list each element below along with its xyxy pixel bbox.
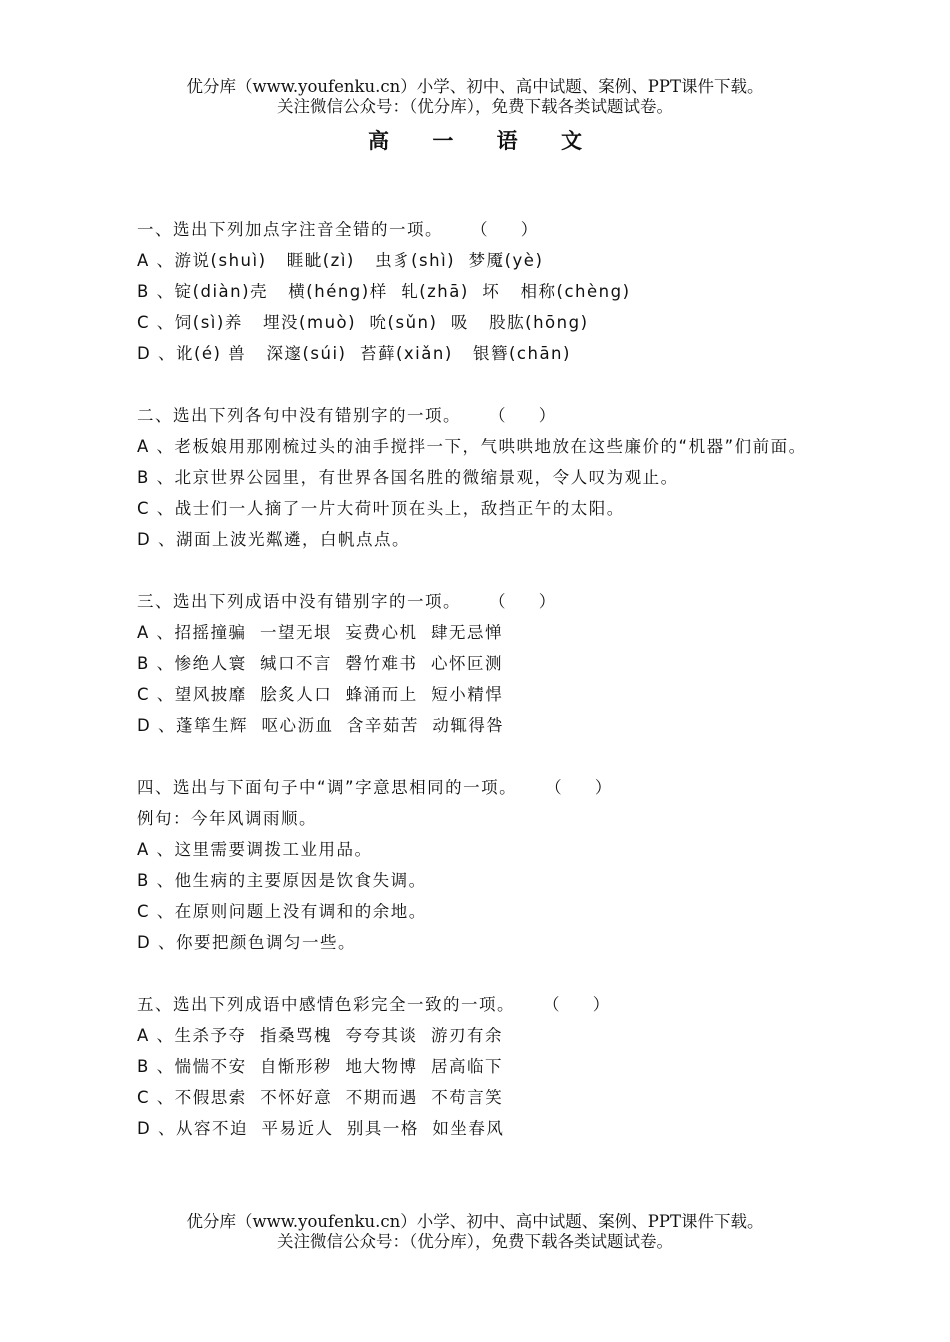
- page-header: [0, 77, 950, 117]
- question-text: 一、选出下列加点字注音全错的一项。: [137, 220, 443, 239]
- option-b: B 、惨绝人寰 缄口不言 磬竹难书 心怀叵测: [137, 654, 504, 673]
- option-a: A 、这里需要调拨工业用品。: [137, 840, 373, 859]
- option-d: D 、蓬筚生辉 呕心沥血 含辛茹苦 动辄得咎: [137, 716, 505, 735]
- option-c: C 、战士们一人摘了一片大荷叶顶在头上，敌挡正午的太阳。: [137, 499, 625, 518]
- option-d: D 、从容不迫 平易近人 别具一格 如坐春风: [137, 1119, 505, 1138]
- option-b: B 、惴惴不安 自惭形秽 地大物博 居高临下: [137, 1057, 504, 1076]
- option-a: A 、老板娘用那刚梳过头的油手搅拌一下，气哄哄地放在这些廉价的“机器”们前面。: [137, 437, 807, 456]
- question-1: [137, 214, 827, 369]
- page-footer: [0, 1212, 950, 1252]
- option-a: A 、招摇撞骗 一望无垠 妄费心机 肆无忌惮: [137, 623, 504, 642]
- exam-content: [137, 214, 827, 1175]
- header-line-1: 优分库（www.youfenku.cn）小学、初中、高中试题、案例、PPT课件下载。: [186, 77, 764, 96]
- option-a: A 、游说(shuì) 睚眦(zì) 虫豸(shì) 梦魇(yè): [137, 251, 544, 270]
- question-4: [137, 772, 827, 958]
- question-prompt: [137, 772, 827, 803]
- question-prompt: [137, 586, 827, 617]
- option-c: C 、望风披靡 脍炙人口 蜂涌而上 短小精悍: [137, 685, 504, 704]
- footer-line-1: 优分库（www.youfenku.cn）小学、初中、高中试题、案例、PPT课件下载。: [186, 1212, 764, 1231]
- option-c: C 、在原则问题上没有调和的余地。: [137, 902, 427, 921]
- answer-blank: （ ）: [545, 778, 626, 797]
- answer-blank: （ ）: [543, 995, 624, 1014]
- question-text: 五、选出下列成语中感情色彩完全一致的一项。: [137, 995, 515, 1014]
- option-b: B 、北京世界公园里，有世界各国名胜的微缩景观，令人叹为观止。: [137, 468, 679, 487]
- question-2: [137, 400, 827, 555]
- page-title: 高 一 语 文: [368, 129, 600, 153]
- question-text: 四、选出与下面句子中“调”字意思相同的一项。: [137, 778, 518, 797]
- example-sentence: 例句：今年风调雨顺。: [137, 809, 317, 828]
- header-line-2: 关注微信公众号：（优分库），免费下载各类试题试卷。: [277, 97, 673, 116]
- option-d: D 、你要把颜色调匀一些。: [137, 933, 356, 952]
- question-3: [137, 586, 827, 741]
- question-prompt: [137, 214, 827, 245]
- option-d: D 、湖面上波光粼遴，白帆点点。: [137, 530, 410, 549]
- option-d: D 、讹(é) 兽 深邃(súi) 苔藓(xiǎn) 银簪(chān): [137, 344, 571, 363]
- answer-blank: （ ）: [489, 406, 570, 425]
- question-prompt: [137, 989, 827, 1020]
- question-prompt: [137, 400, 827, 431]
- answer-blank: （ ）: [489, 592, 570, 611]
- question-5: [137, 989, 827, 1144]
- footer-line-2: 关注微信公众号：（优分库），免费下载各类试题试卷。: [277, 1232, 673, 1251]
- question-text: 二、选出下列各句中没有错别字的一项。: [137, 406, 461, 425]
- answer-blank: （ ）: [471, 220, 552, 239]
- option-a: A 、生杀予夺 指桑骂槐 夸夸其谈 游刃有余: [137, 1026, 504, 1045]
- option-b: B 、锭(diàn)壳 横(héng)样 轧(zhā) 坏 相称(chèng): [137, 282, 631, 301]
- option-b: B 、他生病的主要原因是饮食失调。: [137, 871, 427, 890]
- option-c: C 、不假思索 不怀好意 不期而遇 不苟言笑: [137, 1088, 504, 1107]
- option-c: C 、饲(sì)养 埋没(muò) 吮(sǔn) 吸 股肱(hōng): [137, 313, 589, 332]
- question-text: 三、选出下列成语中没有错别字的一项。: [137, 592, 461, 611]
